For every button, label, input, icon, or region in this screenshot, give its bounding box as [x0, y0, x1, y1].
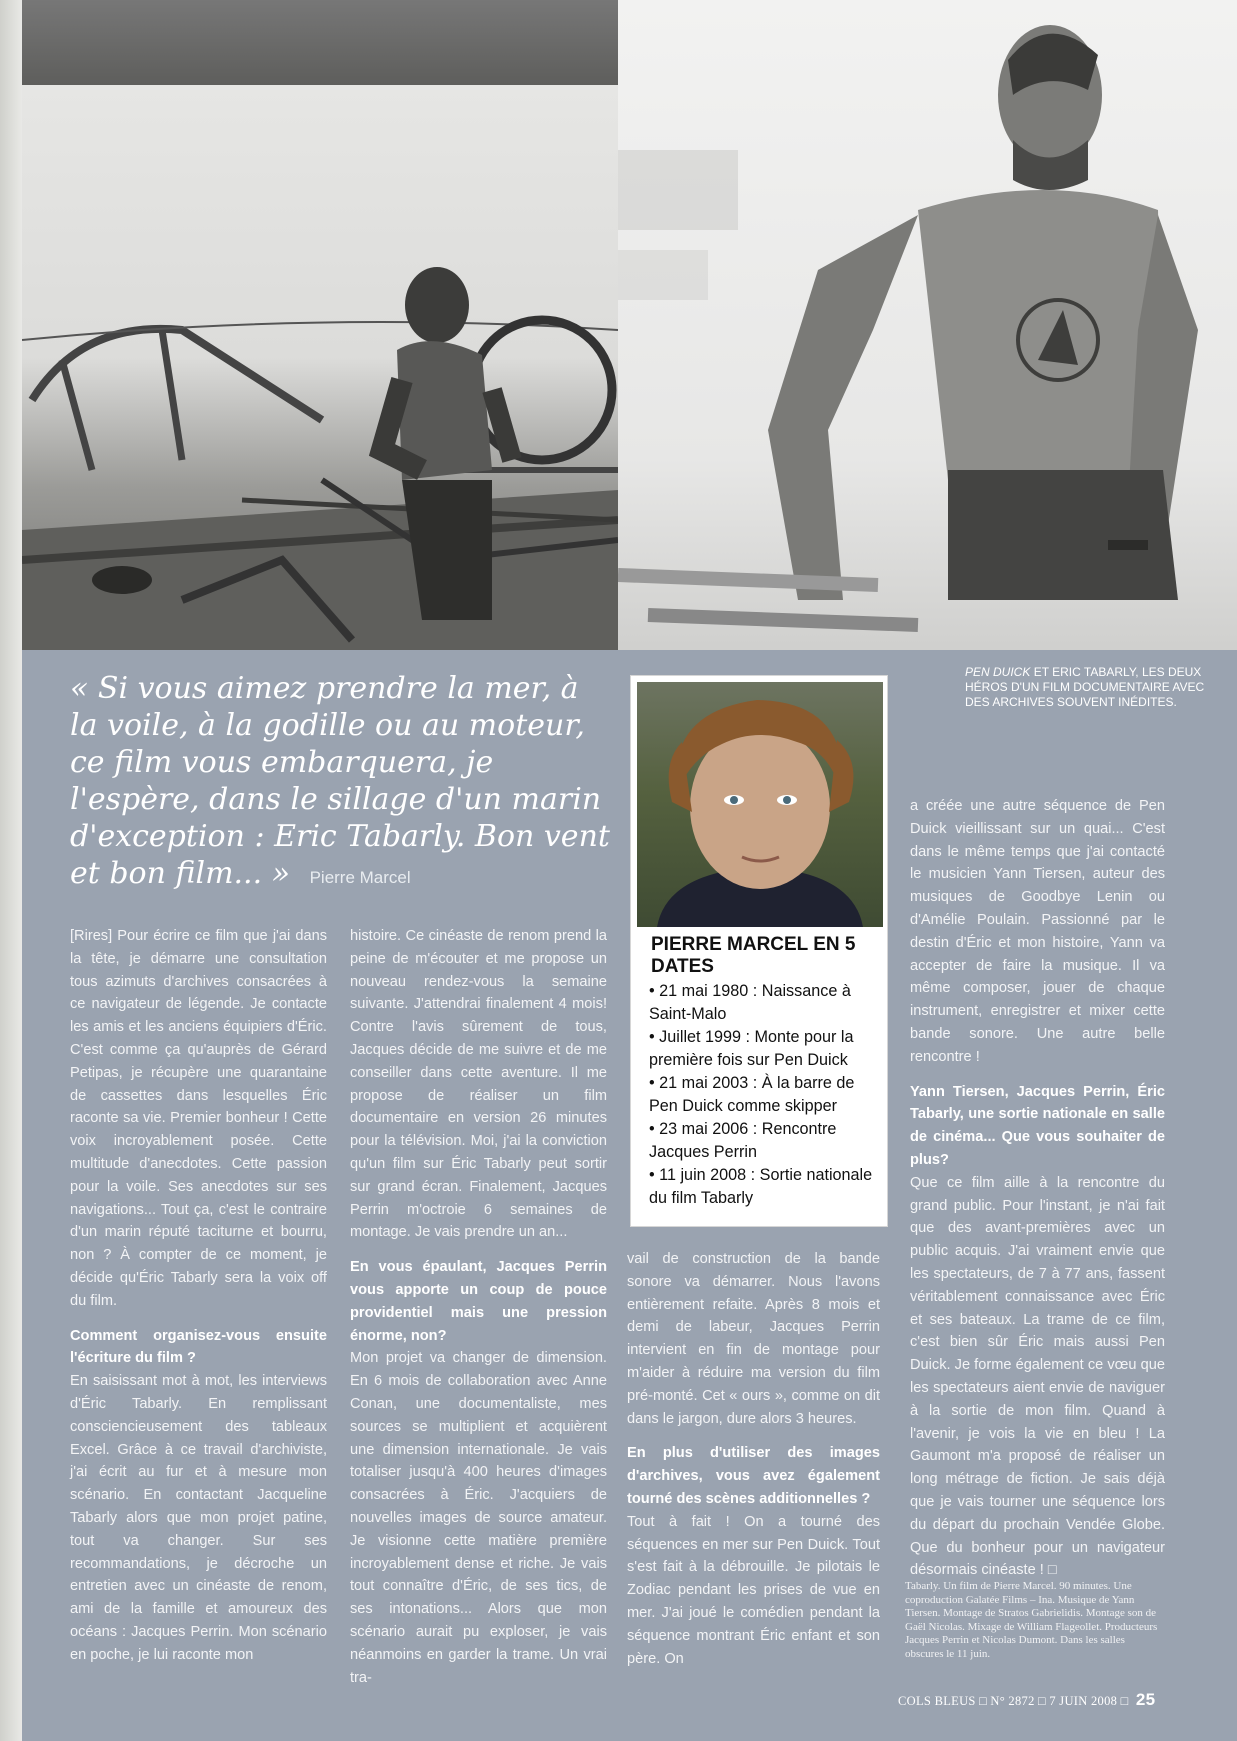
portrait-drawing: [637, 682, 883, 927]
article-column-2: [350, 925, 607, 1689]
paragraph: histoire. Ce cinéaste de renom prend la peine de m'écouter et me propose un nouveau rendez-vous la semaine suivante. J'attendrai finalement 4 mois! Contre l'avis sûrement de tous, Jacques décide de me suivre et de me conseiller dans cette aventure. Il me propose de réaliser un film documentaire en version 26 minutes pour la télévision. Moi, j'ai la conviction qu'un film sur Éric Tabarly peut sortir sur grand écran. Finalement, Jacques Perrin m'octroie 6 semaines de montage. Je vais prendre un an...: [350, 928, 607, 1241]
paragraph: vail de construction de la bande sonore va démarrer. Nous l'avons entièrement refaite. Après 8 mois et demi de labeur, Jacques Perrin intervient en fin de montage pour m'aider à réduire ma version du film pré-monté. Cet « ours », comme on dit dans le jargon, dure alors 3 heures.: [627, 1251, 880, 1427]
date-item: • 11 juin 2008 : Sortie nationale du film Tabarly: [649, 1166, 873, 1207]
interview-question: Yann Tiersen, Jacques Perrin, Éric Tabarly, une sortie nationale en salle de cinéma... Que vous souhaiter de plus?: [910, 1083, 1165, 1168]
interview-question: Comment organisez-vous ensuite l'écriture du film ?: [70, 1327, 327, 1367]
photo-caption: [965, 665, 1225, 710]
paragraph: En saisissant mot à mot, les interviews d'Éric Tabarly. En remplissant consciencieusement des tableaux Excel. Grâce à ce travail d'archiviste, j'ai écrit au fur et à mesure mon scénario. En contactant Jacqueline Tabarly alors que mon projet patine, tout va changer. Sur ses recommandations, je décroche un entretien avec un cinéaste de renom, ami de la famille et amoureux des océans : Jacques Perrin. Mon scénario en poche, je lui raconte mon: [70, 1373, 327, 1663]
dates-sidebar: [630, 675, 888, 1227]
paragraph: Mon projet va changer de dimension. En 6 mois de collaboration avec Anne Conan, une documentaliste, mes sources se multiplient et acquièrent une dimension internationale. Je vais totaliser jusqu'à 400 heures d'images consacrées à Éric. J'acquiers de nouvelles images de source amateur. Je visionne cette matière première incroyablement dense et riche. Je vais tout connaître d'Éric, de ses tics, de ses intonations... Alors que mon scénario aurait pu exploser, je vais néanmoins en garder la trame. Un vrai tra-: [350, 1350, 607, 1686]
folio-text: COLS BLEUS □ N° 2872 □ 7 JUIN 2008 □: [898, 1694, 1129, 1708]
tabarly-figure-drawing: [618, 0, 1237, 655]
paragraph: Que ce film aille à la rencontre du grand public. Pour l'instant, je n'ai fait que des avant-premières avec un public acquis. J'ai vraiment envie que les spectateurs, de 7 à 77 ans, fassent véritablement connaissance avec Éric et ses bateaux. La trame de ce film, c'est bien sûr Éric mais aussi Pen Duick. Je forme également ce vœu que les spectateurs aient envie de naviguer à la sortie de mon film. Quand à l'avenir, je vois la vie en bleu ! La Gaumont m'a proposé de réaliser un long métrage de fiction. Je sais déjà que je vais tourner une séquence lors du départ du prochain Vendée Globe. Que du bonheur pour un navigateur désormais cinéaste ! □: [910, 1174, 1165, 1579]
page-folio: [898, 1690, 1218, 1710]
article-column-3: [627, 1248, 880, 1670]
article-column-1: [70, 925, 327, 1667]
film-credits: Tabarly. Un film de Pierre Marcel. 90 minutes. Une coproduction Galatée Films – Ina. Musique de Yann Tiersen. Montage de Stratos Gabrielidis. Montage son de Gaël Nicolas. Mixage de William Flageollet. Producteurs Jacques Perrin et Nicolas Dumont. Dans les salles obscures le 11 juin.: [905, 1580, 1158, 1660]
pull-quote-signature: Pierre Marcel: [309, 868, 411, 887]
article-column-4: [910, 795, 1165, 1582]
date-item: • 21 mai 2003 : À la barre de Pen Duick comme skipper: [649, 1074, 855, 1115]
portrait-pierre-marcel: [637, 682, 883, 927]
page-number: 25: [1135, 1690, 1156, 1709]
pull-quote-text: « Si vous aimez prendre la mer, à la voile, à la godille ou au moteur, ce film vous embarquera, je l'espère, dans le sillage d'un marin d'exception : Eric Tabarly. Bon vent et bon film... »: [70, 671, 610, 891]
photo-sailor-at-helm: [22, 0, 618, 650]
date-item: • 23 mai 2006 : Rencontre Jacques Perrin: [649, 1120, 837, 1161]
page-gutter: [0, 0, 22, 1741]
helm-scene-drawing: [22, 0, 618, 650]
paragraph: Tout à fait ! On a tourné des séquences en mer sur Pen Duick. Tout s'est fait à la débrouille. Je pilotais le Zodiac pendant les prises de vue en mer. J'ai joué le comédien pendant la séquence montrant Éric enfant et son père. On: [627, 1513, 880, 1667]
blue-text-panel-top: [618, 655, 1237, 665]
pull-quote: [70, 670, 610, 896]
date-item: • 21 mai 1980 : Naissance à Saint-Malo: [649, 982, 851, 1023]
interview-question: En vous épaulant, Jacques Perrin vous apporte un coup de pouce providentiel mais une pression énorme, non?: [350, 1259, 607, 1344]
caption-lead: PEN DUICK: [965, 665, 1031, 679]
interview-question: En plus d'utiliser des images d'archives, vous avez également tourné des scènes additionnelles ?: [627, 1445, 880, 1507]
caption-text: ET ERIC TABARLY, LES DEUX HÉROS D'UN FILM DOCUMENTAIRE AVEC DES ARCHIVES SOUVENT INÉDITES.: [965, 665, 1205, 709]
dates-title: PIERRE MARCEL EN 5 DATES: [651, 934, 856, 977]
paragraph: [Rires] Pour écrire ce film que j'ai dans la tête, je démarre une consultation tous azimuts d'archives consacrées à ce navigateur de légende. Je contacte les amis et les anciens équipiers d'Éric. C'est comme ça qu'auprès de Gérard Petipas, je récupère une quarantaine de cassettes dans lesquelles Éric raconte sa vie. Premier bonheur ! Cette voix incroyablement posée. Cette multitude d'anecdotes. Cette passion pour la voile. Ses anecdotes sur ses navigations... Tout ça, c'est le contraire d'un marin réputé taciturne et bourru, non ? À compter de ce moment, je décide qu'Éric Tabarly sera la voix off du film.: [70, 928, 327, 1309]
dates-list: [649, 980, 881, 1210]
photo-eric-tabarly: [618, 0, 1237, 655]
paragraph: a créée une autre séquence de Pen Duick vieillissant sur un quai... C'est dans le même temps que j'ai contacté le musicien Yann Tiersen, auteur des musiques de Goodbye Lenin ou d'Amélie Poulain. Passionné par le destin d'Éric et mon histoire, Yann va accepter de faire la musique. Il va même composer, jouer de chaque instrument, enregistrer et mixer cette bande sonore. Une autre belle rencontre !: [910, 798, 1165, 1065]
date-item: • Juillet 1999 : Monte pour la première fois sur Pen Duick: [649, 1028, 854, 1069]
